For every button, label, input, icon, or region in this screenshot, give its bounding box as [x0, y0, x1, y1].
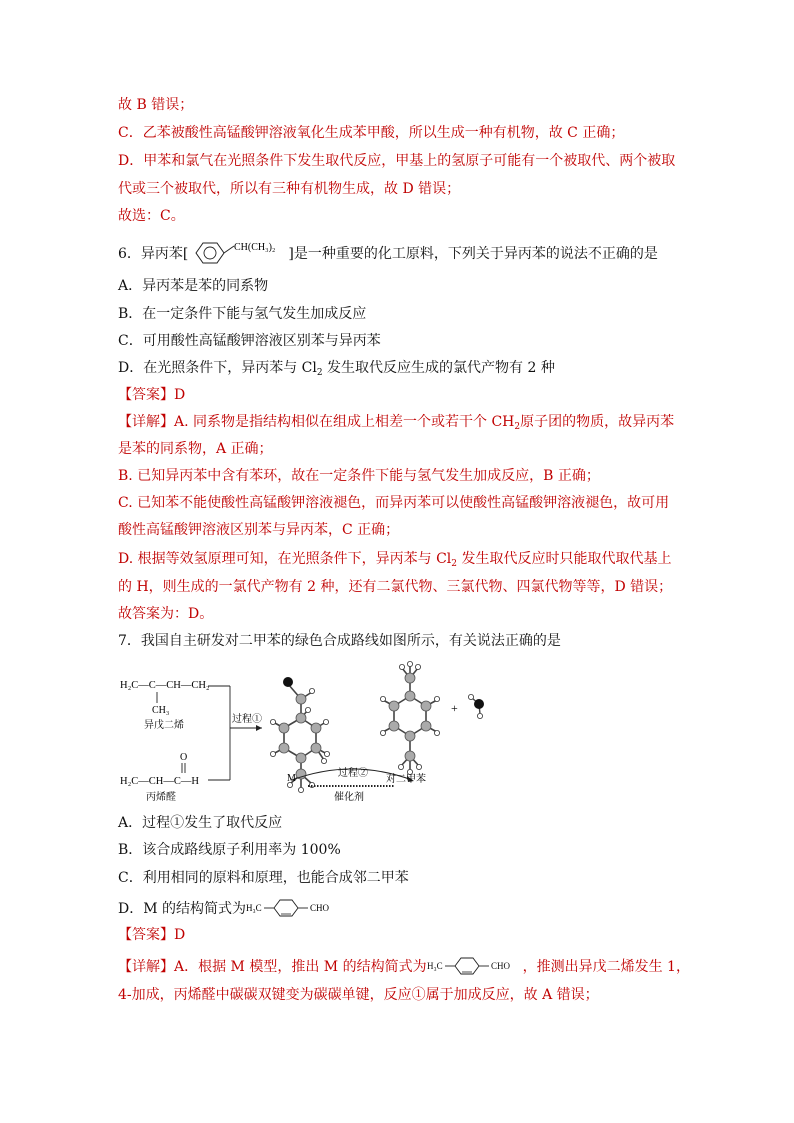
- answer-line: 【答案】D: [118, 387, 186, 403]
- option-a: A．过程①发生了取代反应: [118, 815, 283, 831]
- acrolein-oxygen: O: [180, 752, 188, 763]
- substituent-formula: CH(CH₃)₂: [234, 242, 276, 253]
- product-label: 对二甲苯: [386, 774, 426, 785]
- molecule-m-atoms: [270, 677, 329, 793]
- m-label: M: [287, 773, 296, 784]
- explanation-line: 的 H，则生成的一氯代产物有 2 种，还有二氯代物、三氯代物、四氯代物等等，D 错误；: [118, 579, 673, 595]
- option-b: B．在一定条件下能与氢气发生加成反应: [118, 306, 367, 322]
- isoprene-ch3: CH₃: [152, 705, 170, 716]
- text-line: 故选：C。: [118, 208, 185, 224]
- synthesis-route-diagram: [112, 656, 532, 806]
- explanation-line: 【详解】A．根据 M 模型，推出 M 的结构简式为 H₃C CHO ，推测出异戊二烯发生 1，: [118, 955, 690, 977]
- explanation-line: B. 已知异丙苯中含有苯环，故在一定条件下能与氢气发生加成反应，B 正确；: [118, 468, 600, 484]
- option-a: A．异丙苯是苯的同系物: [118, 278, 269, 294]
- step-2-label: 过程②: [338, 768, 368, 779]
- step-1-label: 过程①: [232, 714, 262, 725]
- p-xylene-atoms: [380, 661, 439, 774]
- question-7-stem: 7．我国自主研发对二甲苯的绿色合成路线如图所示，有关说法正确的是: [118, 633, 561, 649]
- question-6-stem: 6．异丙苯[ CH(CH₃)₂ ]是一种重要的化工原料，下列关于异丙苯的说法不正确的是: [118, 240, 658, 266]
- option-d: D．M 的结构简式为 H₃C CHO: [118, 897, 342, 919]
- option-c: C．可用酸性高锰酸钾溶液区别苯与异丙苯: [118, 333, 381, 349]
- explanation-line: 4-加成，丙烯醛中碳碳双键变为碳碳单键，反应①属于加成反应，故 A 错误；: [118, 987, 599, 1003]
- struct-right-group: CHO: [310, 903, 330, 913]
- isoprene-name: 异戊二烯: [144, 720, 184, 731]
- struct-right-group: CHO: [490, 961, 510, 971]
- acrolein-name: 丙烯醛: [146, 792, 176, 803]
- text-line: D．甲苯和氯气在光照条件下发生取代反应，甲基上的氢原子可能有一个被取代、两个被取: [118, 153, 676, 169]
- plus-sign: +: [451, 701, 458, 715]
- isopropylbenzene-structure: [188, 240, 288, 266]
- option-b: B．该合成路线原子利用率为 100%: [118, 842, 341, 858]
- option-d: D．在光照条件下，异丙苯与 $Cl_2$ 发生取代反应生成的氯代产物有 2 种: [118, 360, 555, 378]
- text-line: 代或三个被取代，所以有三种有机物生成，故 D 错误；: [118, 181, 461, 197]
- acrolein-formula: H₂C—CH—C—H: [120, 776, 199, 787]
- struct-left-group: H₃C: [246, 903, 262, 913]
- catalyst-label: 催化剂: [334, 792, 364, 803]
- struct-left-group: H₃C: [426, 961, 443, 971]
- explanation-line: D. 根据等效氢原理可知，在光照条件下，异丙苯与 $Cl_2$ 发生取代反应时只能取代取代基上: [118, 551, 672, 569]
- explanation-line: 酸性高锰酸钾溶液区别苯与异丙苯，C 正确；: [118, 522, 400, 538]
- text-line: C．乙苯被酸性高锰酸钾溶液氧化生成苯甲酸，所以生成一种有机物，故 C 正确；: [118, 125, 625, 141]
- isoprene-formula: H₂C—C—CH—CH₂: [120, 680, 210, 691]
- explanation-line: C. 已知苯不能使酸性高锰酸钾溶液褪色，而异丙苯可以使酸性高锰酸钾溶液褪色，故可用: [118, 495, 670, 511]
- text-line: 故 B 错误；: [118, 97, 194, 113]
- m-structure: [246, 897, 342, 919]
- explanation-line: 是苯的同系物，A 正确；: [118, 441, 273, 457]
- answer-line: 【答案】D: [118, 927, 186, 943]
- explanation-line: 【详解】A. 同系物是指结构相似在组成上相差一个或若干个 $CH_2$原子团的物质，故异丙苯: [118, 414, 675, 432]
- option-c: C．利用相同的原料和原理，也能合成邻二甲苯: [118, 870, 409, 886]
- explanation-line: 故答案为：D。: [118, 606, 214, 622]
- m-structure-inline: [427, 955, 523, 977]
- water-model: [468, 694, 484, 718]
